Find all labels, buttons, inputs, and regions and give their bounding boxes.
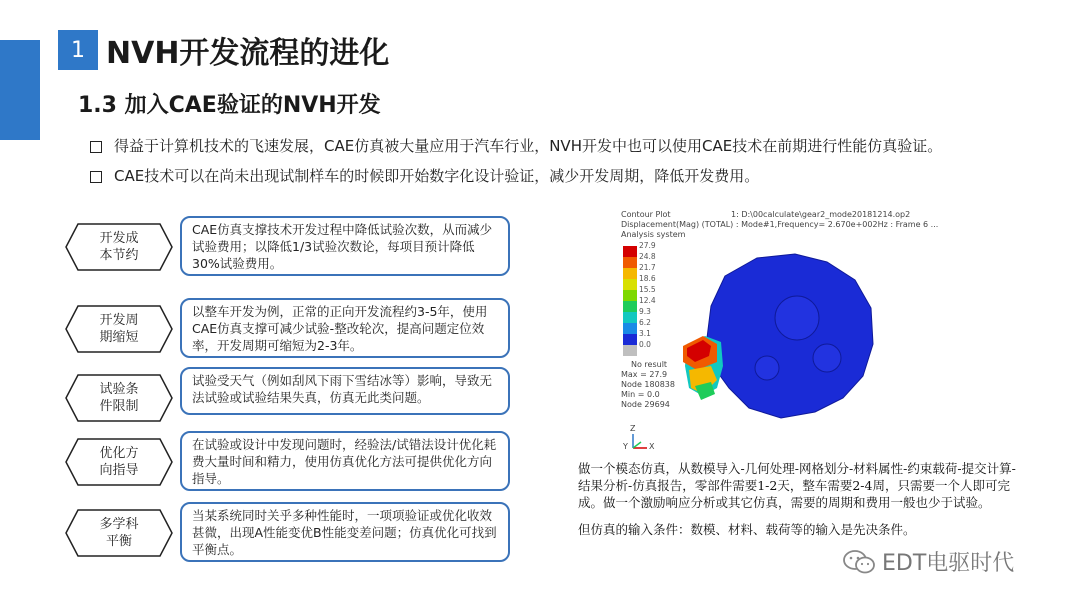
hexagon-label	[64, 304, 174, 354]
section-subtitle: 1.3 加入CAE验证的NVH开发	[78, 93, 381, 118]
plot-max: Max = 27.9	[621, 370, 668, 379]
hex-label-line2: 平衡	[105, 534, 132, 549]
hex-label-line1: 开发成	[99, 231, 139, 246]
gearbox-model-image	[677, 248, 877, 423]
color-legend-bar	[623, 246, 637, 356]
bullet-list	[90, 136, 1050, 196]
benefit-description: 以整车开发为例，正常的正向开发流程约3-5年，使用CAE仿真支撑可减少试验-整改轮次，提高问题定位效率，开发周期可缩短为2-3年。	[180, 298, 510, 358]
wechat-icon	[842, 549, 876, 575]
legend-value: 21.7	[639, 263, 656, 272]
legend-value: 9.3	[639, 307, 651, 316]
hex-label-line2: 本节约	[99, 248, 139, 263]
legend-value: 18.6	[639, 274, 656, 283]
benefit-description: 当某系统同时关乎多种性能时，一项项验证或优化收效甚微，出现A性能变优B性能变差问题；仿真优化可找到平衡点。	[180, 502, 510, 562]
benefit-row-cost	[60, 216, 520, 278]
hex-label-line2: 件限制	[99, 399, 139, 414]
accent-bar	[0, 40, 40, 140]
plot-caption	[578, 460, 1028, 548]
hexagon-label	[64, 437, 174, 487]
plot-title: Contour Plot	[621, 210, 671, 219]
benefit-description: 在试验或设计中发现问题时，经验法/试错法设计优化耗费大量时间和精力，使用仿真优化方法可提供优化方向指导。	[180, 431, 510, 491]
watermark-text: EDT电驱时代	[882, 551, 1015, 576]
axis-triad-icon	[623, 428, 663, 452]
hex-label-line1: 多学科	[99, 517, 139, 532]
watermark	[842, 546, 1014, 577]
square-bullet-icon	[90, 141, 102, 153]
axis-z-label: Z	[630, 424, 636, 433]
axis-x-label: X	[649, 442, 655, 451]
legend-value: 15.5	[639, 285, 656, 294]
bullet-item	[90, 136, 1050, 156]
contour-plot	[615, 208, 1045, 453]
benefit-row-cycle	[60, 298, 520, 360]
axis-y-label: Y	[623, 442, 628, 451]
hex-label-line2: 向指导	[99, 463, 139, 478]
benefit-row-optimization	[60, 431, 520, 493]
hexagon-label	[64, 373, 174, 423]
section-number-badge: 1	[58, 30, 98, 70]
plot-min: Min = 0.0	[621, 390, 660, 399]
benefit-description: 试验受天气（例如刮风下雨下雪结冰等）影响，导致无法试验或试验结果失真，仿真无此类问题。	[180, 367, 510, 415]
legend-value: 24.8	[639, 252, 656, 261]
plot-system: Analysis system	[621, 230, 686, 239]
hex-label-line1: 开发周	[99, 313, 139, 328]
square-bullet-icon	[90, 171, 102, 183]
bullet-text: 得益于计算机技术的飞速发展，CAE仿真被大量应用于汽车行业，NVH开发中也可以使用CAE技术在前期进行性能仿真验证。	[114, 137, 943, 155]
hex-label-line1: 试验条	[99, 382, 139, 397]
plot-min-node: Node 29694	[621, 400, 670, 409]
hex-label-line1: 优化方	[99, 446, 139, 461]
caption-paragraph: 做一个模态仿真，从数模导入-几何处理-网格划分-材料属性-约束载荷-提交计算-结果分析-仿真报告，零部件需要1-2天，整车需要2-4周，只需要一个人即可完成。做一个激励响应分析或其它仿真，需要的周期和费用一般也少于试验。	[578, 461, 1016, 510]
plot-result-line: Displacement(Mag) (TOTAL) : Mode#1,Frequency= 2.670e+002Hz : Frame 6 ...	[621, 220, 939, 229]
plot-file: 1: D:\00calculate\gear2_mode20181214.op2	[731, 210, 911, 219]
plot-max-node: Node 180838	[621, 380, 675, 389]
hex-label-line2: 期缩短	[99, 330, 139, 345]
page-title: NVH开发流程的进化	[106, 36, 390, 71]
bullet-item	[90, 166, 1050, 186]
plot-no-result: No result	[631, 360, 668, 369]
benefit-row-multidiscipline	[60, 502, 520, 564]
benefit-row-test-limit	[60, 367, 520, 429]
bullet-text: CAE技术可以在尚未出现试制样车的时候即开始数字化设计验证，减少开发周期，降低开发费用。	[114, 167, 760, 185]
hexagon-label	[64, 222, 174, 272]
hexagon-label	[64, 508, 174, 558]
caption-paragraph: 但仿真的输入条件：数模、材料、载荷等的输入是先决条件。	[578, 522, 916, 537]
legend-value: 3.1	[639, 329, 651, 338]
legend-value: 12.4	[639, 296, 656, 305]
benefit-description: CAE仿真支撑技术开发过程中降低试验次数，从而减少试验费用；以降低1/3试验次数论，每项目预计降低30%试验费用。	[180, 216, 510, 276]
legend-value: 6.2	[639, 318, 651, 327]
legend-value: 0.0	[639, 340, 651, 349]
legend-value: 27.9	[639, 241, 656, 250]
